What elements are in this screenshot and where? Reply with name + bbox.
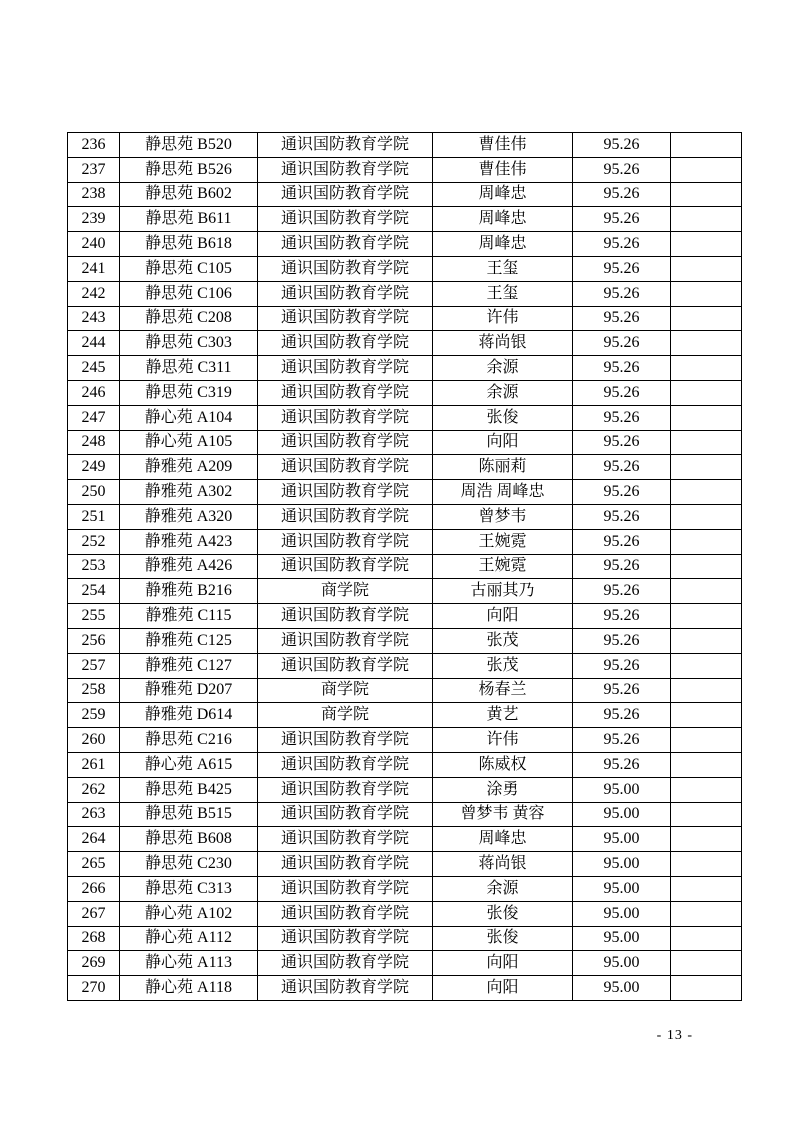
row-number-cell: 237 <box>68 157 120 182</box>
responsible-person-cell: 向阳 <box>433 976 573 1001</box>
score-cell: 95.26 <box>573 207 671 232</box>
table-row <box>68 653 742 678</box>
responsible-person-cell: 王婉霓 <box>433 554 573 579</box>
remark-cell <box>671 529 742 554</box>
score-cell: 95.26 <box>573 256 671 281</box>
remark-cell <box>671 331 742 356</box>
college-cell: 通识国防教育学院 <box>258 901 433 926</box>
score-cell: 95.26 <box>573 182 671 207</box>
score-cell: 95.26 <box>573 529 671 554</box>
college-cell: 通识国防教育学院 <box>258 133 433 158</box>
remark-cell <box>671 455 742 480</box>
row-number-cell: 242 <box>68 281 120 306</box>
table-row <box>68 207 742 232</box>
responsible-person-cell: 古丽其乃 <box>433 579 573 604</box>
row-number-cell: 262 <box>68 777 120 802</box>
college-cell: 商学院 <box>258 678 433 703</box>
college-cell: 通识国防教育学院 <box>258 504 433 529</box>
row-number-cell: 241 <box>68 256 120 281</box>
college-cell: 通识国防教育学院 <box>258 306 433 331</box>
row-number-cell: 249 <box>68 455 120 480</box>
dorm-room-cell: 静思苑 C106 <box>120 281 258 306</box>
responsible-person-cell: 周峰忠 <box>433 182 573 207</box>
score-cell: 95.26 <box>573 678 671 703</box>
responsible-person-cell: 向阳 <box>433 604 573 629</box>
remark-cell <box>671 356 742 381</box>
row-number-cell: 254 <box>68 579 120 604</box>
responsible-person-cell: 周峰忠 <box>433 827 573 852</box>
remark-cell <box>671 380 742 405</box>
remark-cell <box>671 703 742 728</box>
remark-cell <box>671 207 742 232</box>
row-number-cell: 263 <box>68 802 120 827</box>
score-cell: 95.26 <box>573 628 671 653</box>
table-row <box>68 628 742 653</box>
table-row <box>68 157 742 182</box>
remark-cell <box>671 901 742 926</box>
college-cell: 通识国防教育学院 <box>258 653 433 678</box>
remark-cell <box>671 504 742 529</box>
college-cell: 通识国防教育学院 <box>258 852 433 877</box>
dorm-room-cell: 静思苑 C303 <box>120 331 258 356</box>
responsible-person-cell: 周峰忠 <box>433 207 573 232</box>
row-number-cell: 251 <box>68 504 120 529</box>
table-row <box>68 430 742 455</box>
college-cell: 通识国防教育学院 <box>258 430 433 455</box>
remark-cell <box>671 951 742 976</box>
responsible-person-cell: 许伟 <box>433 306 573 331</box>
responsible-person-cell: 余源 <box>433 356 573 381</box>
score-cell: 95.00 <box>573 926 671 951</box>
college-cell: 通识国防教育学院 <box>258 356 433 381</box>
dorm-room-cell: 静思苑 C319 <box>120 380 258 405</box>
table-row <box>68 926 742 951</box>
row-number-cell: 253 <box>68 554 120 579</box>
dorm-room-cell: 静雅苑 C115 <box>120 604 258 629</box>
row-number-cell: 260 <box>68 728 120 753</box>
row-number-cell: 269 <box>68 951 120 976</box>
dorm-room-cell: 静雅苑 A426 <box>120 554 258 579</box>
table-row <box>68 281 742 306</box>
dorm-room-cell: 静思苑 B611 <box>120 207 258 232</box>
remark-cell <box>671 926 742 951</box>
row-number-cell: 256 <box>68 628 120 653</box>
remark-cell <box>671 876 742 901</box>
row-number-cell: 245 <box>68 356 120 381</box>
score-cell: 95.26 <box>573 356 671 381</box>
table-body <box>68 133 742 1001</box>
dorm-room-cell: 静心苑 A615 <box>120 752 258 777</box>
score-cell: 95.26 <box>573 455 671 480</box>
score-cell: 95.00 <box>573 976 671 1001</box>
remark-cell <box>671 827 742 852</box>
responsible-person-cell: 陈威权 <box>433 752 573 777</box>
dorm-room-cell: 静雅苑 D614 <box>120 703 258 728</box>
table-row <box>68 703 742 728</box>
dorm-room-cell: 静思苑 C313 <box>120 876 258 901</box>
dorm-room-cell: 静心苑 A102 <box>120 901 258 926</box>
responsible-person-cell: 张茂 <box>433 653 573 678</box>
score-cell: 95.26 <box>573 232 671 257</box>
dorm-room-cell: 静雅苑 A302 <box>120 480 258 505</box>
remark-cell <box>671 232 742 257</box>
college-cell: 通识国防教育学院 <box>258 926 433 951</box>
table-row <box>68 901 742 926</box>
row-number-cell: 264 <box>68 827 120 852</box>
college-cell: 通识国防教育学院 <box>258 529 433 554</box>
table-row <box>68 579 742 604</box>
dorm-room-cell: 静心苑 A105 <box>120 430 258 455</box>
row-number-cell: 246 <box>68 380 120 405</box>
table-row <box>68 133 742 158</box>
table-row <box>68 777 742 802</box>
college-cell: 通识国防教育学院 <box>258 777 433 802</box>
responsible-person-cell: 周浩 周峰忠 <box>433 480 573 505</box>
remark-cell <box>671 256 742 281</box>
table-row <box>68 405 742 430</box>
row-number-cell: 248 <box>68 430 120 455</box>
score-cell: 95.26 <box>573 281 671 306</box>
college-cell: 通识国防教育学院 <box>258 951 433 976</box>
row-number-cell: 243 <box>68 306 120 331</box>
college-cell: 通识国防教育学院 <box>258 380 433 405</box>
dorm-room-cell: 静雅苑 D207 <box>120 678 258 703</box>
dorm-room-cell: 静雅苑 C127 <box>120 653 258 678</box>
responsible-person-cell: 蒋尚银 <box>433 331 573 356</box>
score-cell: 95.26 <box>573 703 671 728</box>
row-number-cell: 265 <box>68 852 120 877</box>
remark-cell <box>671 777 742 802</box>
dorm-room-cell: 静思苑 B425 <box>120 777 258 802</box>
remark-cell <box>671 281 742 306</box>
college-cell: 通识国防教育学院 <box>258 232 433 257</box>
responsible-person-cell: 王玺 <box>433 281 573 306</box>
responsible-person-cell: 王玺 <box>433 256 573 281</box>
score-cell: 95.26 <box>573 133 671 158</box>
college-cell: 通识国防教育学院 <box>258 728 433 753</box>
college-cell: 通识国防教育学院 <box>258 876 433 901</box>
score-cell: 95.00 <box>573 802 671 827</box>
table-row <box>68 182 742 207</box>
responsible-person-cell: 向阳 <box>433 430 573 455</box>
score-cell: 95.26 <box>573 331 671 356</box>
dorm-room-cell: 静思苑 B618 <box>120 232 258 257</box>
table-row <box>68 356 742 381</box>
responsible-person-cell: 周峰忠 <box>433 232 573 257</box>
row-number-cell: 238 <box>68 182 120 207</box>
score-cell: 95.26 <box>573 604 671 629</box>
college-cell: 通识国防教育学院 <box>258 455 433 480</box>
row-number-cell: 268 <box>68 926 120 951</box>
row-number-cell: 236 <box>68 133 120 158</box>
remark-cell <box>671 678 742 703</box>
responsible-person-cell: 曹佳伟 <box>433 157 573 182</box>
table-row <box>68 604 742 629</box>
remark-cell <box>671 157 742 182</box>
remark-cell <box>671 802 742 827</box>
responsible-person-cell: 曾梦韦 <box>433 504 573 529</box>
row-number-cell: 239 <box>68 207 120 232</box>
remark-cell <box>671 579 742 604</box>
row-number-cell: 267 <box>68 901 120 926</box>
table-row <box>68 455 742 480</box>
college-cell: 通识国防教育学院 <box>258 281 433 306</box>
college-cell: 通识国防教育学院 <box>258 157 433 182</box>
remark-cell <box>671 852 742 877</box>
row-number-cell: 244 <box>68 331 120 356</box>
college-cell: 通识国防教育学院 <box>258 827 433 852</box>
college-cell: 通识国防教育学院 <box>258 256 433 281</box>
score-cell: 95.00 <box>573 777 671 802</box>
responsible-person-cell: 黄艺 <box>433 703 573 728</box>
remark-cell <box>671 976 742 1001</box>
page-number: - 13 - <box>656 1028 693 1043</box>
dormitory-score-table <box>67 132 742 1001</box>
remark-cell <box>671 430 742 455</box>
remark-cell <box>671 653 742 678</box>
score-cell: 95.26 <box>573 728 671 753</box>
college-cell: 通识国防教育学院 <box>258 554 433 579</box>
responsible-person-cell: 涂勇 <box>433 777 573 802</box>
dorm-room-cell: 静心苑 A112 <box>120 926 258 951</box>
score-cell: 95.26 <box>573 430 671 455</box>
score-cell: 95.00 <box>573 901 671 926</box>
responsible-person-cell: 曾梦韦 黄容 <box>433 802 573 827</box>
row-number-cell: 255 <box>68 604 120 629</box>
remark-cell <box>671 182 742 207</box>
score-cell: 95.26 <box>573 380 671 405</box>
dorm-room-cell: 静思苑 B608 <box>120 827 258 852</box>
responsible-person-cell: 许伟 <box>433 728 573 753</box>
row-number-cell: 250 <box>68 480 120 505</box>
responsible-person-cell: 王婉霓 <box>433 529 573 554</box>
dorm-room-cell: 静雅苑 A320 <box>120 504 258 529</box>
table-row <box>68 256 742 281</box>
dorm-room-cell: 静心苑 A104 <box>120 405 258 430</box>
dorm-room-cell: 静心苑 A113 <box>120 951 258 976</box>
table-row <box>68 678 742 703</box>
table-row <box>68 752 742 777</box>
table-row <box>68 306 742 331</box>
responsible-person-cell: 陈丽莉 <box>433 455 573 480</box>
dorm-room-cell: 静思苑 C216 <box>120 728 258 753</box>
score-cell: 95.00 <box>573 827 671 852</box>
remark-cell <box>671 405 742 430</box>
responsible-person-cell: 蒋尚银 <box>433 852 573 877</box>
dorm-room-cell: 静思苑 C208 <box>120 306 258 331</box>
row-number-cell: 261 <box>68 752 120 777</box>
responsible-person-cell: 张俊 <box>433 405 573 430</box>
dorm-room-cell: 静雅苑 B216 <box>120 579 258 604</box>
dorm-room-cell: 静雅苑 A209 <box>120 455 258 480</box>
row-number-cell: 266 <box>68 876 120 901</box>
table-row <box>68 504 742 529</box>
college-cell: 通识国防教育学院 <box>258 207 433 232</box>
score-cell: 95.26 <box>573 157 671 182</box>
responsible-person-cell: 余源 <box>433 380 573 405</box>
responsible-person-cell: 向阳 <box>433 951 573 976</box>
dorm-room-cell: 静思苑 B602 <box>120 182 258 207</box>
table-row <box>68 728 742 753</box>
college-cell: 通识国防教育学院 <box>258 480 433 505</box>
row-number-cell: 240 <box>68 232 120 257</box>
dorm-room-cell: 静思苑 B515 <box>120 802 258 827</box>
table-row <box>68 852 742 877</box>
score-cell: 95.26 <box>573 752 671 777</box>
table-row <box>68 380 742 405</box>
table-row <box>68 554 742 579</box>
college-cell: 通识国防教育学院 <box>258 802 433 827</box>
score-cell: 95.26 <box>573 480 671 505</box>
score-cell: 95.26 <box>573 306 671 331</box>
score-cell: 95.00 <box>573 876 671 901</box>
responsible-person-cell: 余源 <box>433 876 573 901</box>
college-cell: 商学院 <box>258 703 433 728</box>
remark-cell <box>671 728 742 753</box>
responsible-person-cell: 杨春兰 <box>433 678 573 703</box>
remark-cell <box>671 752 742 777</box>
remark-cell <box>671 554 742 579</box>
remark-cell <box>671 306 742 331</box>
score-cell: 95.26 <box>573 653 671 678</box>
remark-cell <box>671 604 742 629</box>
dorm-room-cell: 静思苑 C311 <box>120 356 258 381</box>
score-cell: 95.26 <box>573 554 671 579</box>
remark-cell <box>671 628 742 653</box>
score-cell: 95.26 <box>573 579 671 604</box>
responsible-person-cell: 张茂 <box>433 628 573 653</box>
score-cell: 95.26 <box>573 504 671 529</box>
dorm-room-cell: 静心苑 A118 <box>120 976 258 1001</box>
score-cell: 95.26 <box>573 405 671 430</box>
row-number-cell: 270 <box>68 976 120 1001</box>
table-row <box>68 976 742 1001</box>
row-number-cell: 258 <box>68 678 120 703</box>
table-row <box>68 529 742 554</box>
remark-cell <box>671 133 742 158</box>
dorm-room-cell: 静思苑 B526 <box>120 157 258 182</box>
table-row <box>68 480 742 505</box>
score-cell: 95.00 <box>573 951 671 976</box>
college-cell: 通识国防教育学院 <box>258 628 433 653</box>
responsible-person-cell: 张俊 <box>433 901 573 926</box>
table-row <box>68 827 742 852</box>
dorm-room-cell: 静思苑 C230 <box>120 852 258 877</box>
row-number-cell: 257 <box>68 653 120 678</box>
table-row <box>68 951 742 976</box>
college-cell: 通识国防教育学院 <box>258 976 433 1001</box>
college-cell: 商学院 <box>258 579 433 604</box>
college-cell: 通识国防教育学院 <box>258 752 433 777</box>
table-row <box>68 876 742 901</box>
dorm-room-cell: 静思苑 B520 <box>120 133 258 158</box>
table-row <box>68 802 742 827</box>
dorm-room-cell: 静雅苑 C125 <box>120 628 258 653</box>
college-cell: 通识国防教育学院 <box>258 405 433 430</box>
dorm-room-cell: 静雅苑 A423 <box>120 529 258 554</box>
remark-cell <box>671 480 742 505</box>
college-cell: 通识国防教育学院 <box>258 331 433 356</box>
college-cell: 通识国防教育学院 <box>258 604 433 629</box>
score-cell: 95.00 <box>573 852 671 877</box>
table-row <box>68 232 742 257</box>
row-number-cell: 259 <box>68 703 120 728</box>
responsible-person-cell: 曹佳伟 <box>433 133 573 158</box>
table-row <box>68 331 742 356</box>
row-number-cell: 247 <box>68 405 120 430</box>
college-cell: 通识国防教育学院 <box>258 182 433 207</box>
row-number-cell: 252 <box>68 529 120 554</box>
dorm-room-cell: 静思苑 C105 <box>120 256 258 281</box>
responsible-person-cell: 张俊 <box>433 926 573 951</box>
